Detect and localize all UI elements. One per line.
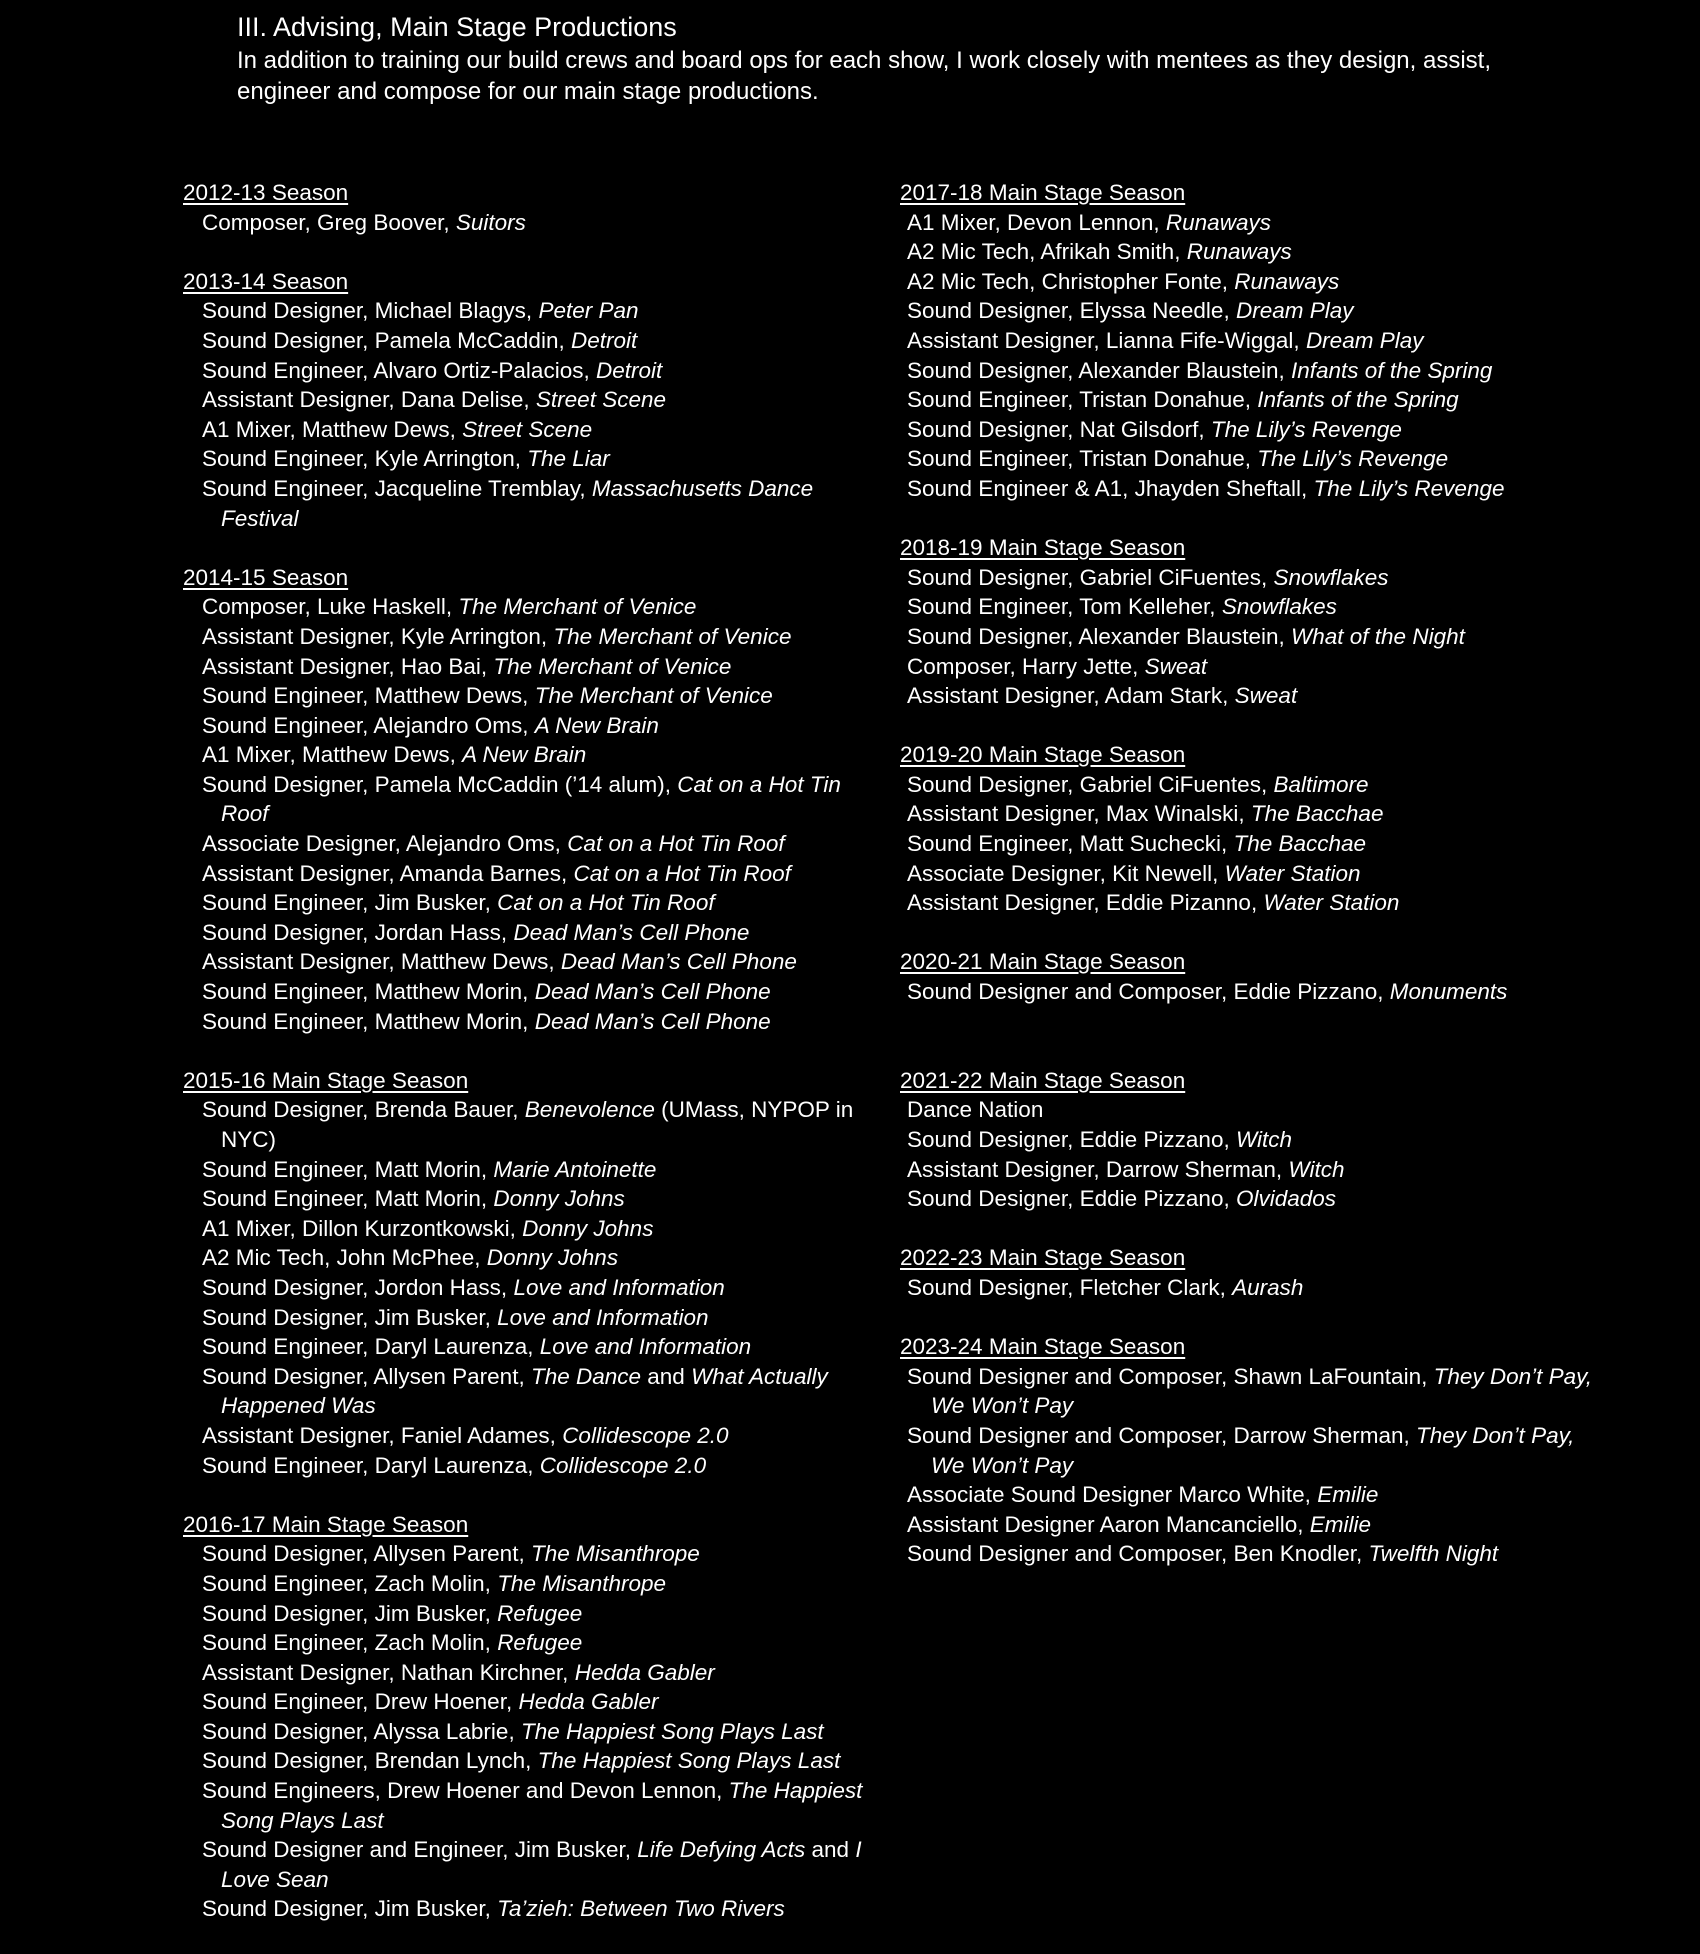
credit-role-name: Assistant Designer, Adam Stark, [907, 683, 1235, 709]
credit-role-name: Sound Engineer, Matt Suchecki, [907, 831, 1234, 857]
credit-role-name: Sound Designer, Jim Busker, [202, 1600, 498, 1626]
season-section [894, 1332, 1600, 1569]
credit-entry [183, 385, 863, 415]
credit-role-name: Assistant Designer, Hao Bai, [202, 653, 494, 679]
season-section [894, 178, 1600, 504]
credit-entry [183, 1599, 863, 1629]
credit-role-name: Sound Designer and Composer, Shawn LaFountain, [907, 1363, 1434, 1389]
credit-role-name: Sound Designer, Elyssa Needle, [907, 298, 1236, 324]
credit-role-name: Sound Engineer & A1, Jhayden Sheftall, [907, 475, 1314, 501]
production-title: The Misanthrope [530, 1541, 700, 1567]
credit-entry [183, 1717, 863, 1747]
credit-entry [894, 859, 1600, 889]
credit-role-name: Sound Engineer, Tristan Donahue, [907, 446, 1258, 472]
production-title: The Bacchae [1233, 831, 1367, 857]
credit-entry [183, 947, 863, 977]
production-title: Benevolence [524, 1097, 655, 1123]
credit-entry [183, 740, 863, 770]
credit-role-name: Composer, Greg Boover, [202, 209, 456, 235]
credit-entry [894, 1421, 1600, 1480]
credit-entry [183, 474, 863, 533]
credit-role-name: Sound Designer and Composer, Darrow Sherman, [907, 1422, 1417, 1448]
credit-entry [894, 1273, 1600, 1303]
credit-entry [894, 1539, 1600, 1569]
credit-entry [183, 977, 863, 1007]
credit-entry [183, 622, 863, 652]
credit-entry [183, 444, 863, 474]
credit-entry [183, 1894, 863, 1924]
credit-role-name: Sound Designer, Jordon Hass, [202, 1274, 514, 1300]
credit-role-name: Sound Engineer, Drew Hoener, [202, 1689, 519, 1715]
production-title: Runaways [1165, 209, 1271, 235]
season-section [894, 1243, 1600, 1302]
production-title: Cat on a Hot Tin Roof [573, 860, 791, 886]
credit-entry [183, 1303, 863, 1333]
production-title: Collidescope 2.0 [562, 1422, 729, 1448]
credit-role-name: Sound Engineer, Tristan Donahue, [907, 387, 1258, 413]
credit-entry [183, 888, 863, 918]
production-title: Dream Play [1305, 327, 1424, 353]
credit-entry [894, 799, 1600, 829]
right-column [894, 178, 1600, 1599]
credit-entry [183, 1095, 863, 1154]
production-title: Cat on a Hot Tin Roof [221, 771, 841, 827]
credit-role-name: Sound Engineer, Jacqueline Tremblay, [202, 475, 592, 501]
credit-role-name: Sound Designer, Alyssa Labrie, [202, 1718, 521, 1744]
credit-entry [183, 1569, 863, 1599]
credit-entry [894, 1095, 1600, 1125]
production-title: Olvidados [1235, 1186, 1337, 1212]
credit-role-name: A1 Mixer, Devon Lennon, [907, 209, 1166, 235]
production-title: Witch [1235, 1127, 1293, 1152]
spacer [894, 1007, 1600, 1037]
season-section [894, 533, 1600, 711]
production-title: Twelfth Night [1368, 1541, 1499, 1567]
credit-entry [183, 415, 863, 445]
production-title: Dead Man’s Cell Phone [534, 1008, 771, 1034]
credit-role-name: Sound Designer, Gabriel CiFuentes, [907, 564, 1274, 590]
credit-role-name: Sound Designer and Composer, Ben Knodler, [907, 1541, 1369, 1567]
production-title: Suitors [455, 209, 526, 235]
credit-entry [183, 1362, 863, 1421]
production-title: The Happiest Song Plays Last [221, 1778, 863, 1833]
credit-role-name: A2 Mic Tech, Christopher Fonte, [907, 268, 1235, 294]
credit-entry [894, 237, 1600, 267]
credit-entry [183, 859, 863, 889]
production-title: Sweat [1144, 653, 1208, 679]
production-title: They Don’t Pay, We Won’t Pay [931, 1363, 1592, 1419]
page-title: III. Advising, Main Stage Productions [237, 12, 677, 42]
credit-role-name: Assistant Designer, Nathan Kirchner, [202, 1659, 575, 1685]
production-title: Runaways [1234, 268, 1340, 294]
production-title: Love and Information [513, 1274, 725, 1300]
credit-role-name: Assistant Designer, Faniel Adames, [202, 1422, 563, 1448]
credit-entry [183, 681, 863, 711]
production-title: Donny Johns [522, 1215, 654, 1241]
production-title: Collidescope 2.0 [539, 1452, 707, 1478]
production-title: Cat on a Hot Tin Roof [497, 890, 715, 916]
production-title: They Don’t Pay, We Won’t Pay [931, 1422, 1575, 1478]
page-header [237, 10, 1557, 107]
credit-role-name: Sound Designer, Pamela McCaddin, [202, 327, 571, 353]
credit-role-name: Assistant Designer, Amanda Barnes, [202, 860, 574, 886]
credit-entry [894, 385, 1600, 415]
credit-note: and [805, 1837, 856, 1863]
credit-entry [183, 1184, 863, 1214]
season-heading: 2016-17 Main Stage Season [183, 1511, 469, 1537]
season-section [183, 1510, 863, 1924]
production-title: The Happiest Song Plays Last [520, 1718, 824, 1744]
credit-role-name: A1 Mixer, Matthew Dews, [202, 742, 463, 768]
production-title: The Lily’s Revenge [1210, 416, 1402, 442]
season-heading: 2019-20 Main Stage Season [900, 742, 1186, 768]
production-title: Snowflakes [1221, 594, 1337, 620]
credit-role-name: Sound Designer, Eddie Pizzano, [907, 1186, 1236, 1212]
credit-role-name: Associate Designer, Alejandro Oms, [202, 831, 568, 857]
production-title: Cat on a Hot Tin Roof [567, 831, 785, 857]
credit-entry [183, 592, 863, 622]
credit-role-name: Assistant Designer, Eddie Pizanno, [907, 890, 1264, 916]
season-section [894, 740, 1600, 918]
credit-role-name: Sound Designer, Michael Blagys, [202, 298, 539, 324]
production-title: The Merchant of Venice [534, 683, 773, 709]
credit-note: and [641, 1363, 692, 1389]
production-title: Aurash [1232, 1274, 1304, 1300]
credit-role-name: Dance Nation [907, 1097, 1044, 1123]
production-title: Dead Man’s Cell Phone [534, 979, 771, 1005]
credit-role-name: Sound Designer, Pamela McCaddin (’14 alum), [202, 771, 678, 797]
production-title: Snowflakes [1273, 564, 1389, 590]
credit-role-name: Sound Designer and Composer, Eddie Pizzano, [907, 979, 1390, 1005]
credit-role-name: Assistant Designer Aaron Mancanciello, [907, 1511, 1310, 1537]
credit-entry [183, 326, 863, 356]
production-title: Monuments [1389, 979, 1508, 1005]
credit-entry [894, 1362, 1600, 1421]
credit-entry [183, 1835, 863, 1894]
credit-entry [183, 356, 863, 386]
credit-entry [894, 1510, 1600, 1540]
season-heading: 2023-24 Main Stage Season [900, 1334, 1186, 1360]
credit-role-name: Sound Engineer, Alvaro Ortiz-Palacios, [202, 357, 596, 383]
credit-role-name: Sound Designer, Fletcher Clark, [907, 1274, 1233, 1300]
credit-role-name: Sound Designer, Alexander Blaustein, [907, 623, 1292, 649]
season-heading: 2018-19 Main Stage Season [900, 535, 1186, 561]
credit-role-name: Assistant Designer, Lianna Fife-Wiggal, [907, 327, 1306, 353]
season-section [183, 178, 863, 237]
credit-role-name: A2 Mic Tech, Afrikah Smith, [907, 239, 1187, 265]
season-section [183, 267, 863, 533]
credit-role-name: A1 Mixer, Dillon Kurzontkowski, [202, 1215, 523, 1241]
credit-role-name: Sound Designer, Jordan Hass, [202, 919, 514, 945]
credit-role-name: Sound Engineer, Matthew Morin, [202, 979, 535, 1005]
production-title: Massachusetts Dance Festival [221, 475, 814, 531]
production-title: The Misanthrope [497, 1570, 667, 1596]
credit-role-name: Composer, Harry Jette, [907, 653, 1145, 679]
credit-entry [894, 652, 1600, 682]
credit-entry [183, 296, 863, 326]
production-title: A New Brain [462, 742, 587, 768]
credit-role-name: Assistant Designer, Matthew Dews, [202, 949, 561, 975]
credit-role-name: Assistant Designer, Kyle Arrington, [202, 623, 554, 649]
credit-entry [894, 296, 1600, 326]
credit-entry [183, 1451, 863, 1481]
credit-entry [183, 652, 863, 682]
production-title: Hedda Gabler [518, 1689, 659, 1715]
production-title: Water Station [1263, 890, 1400, 916]
credit-entry [894, 1125, 1600, 1155]
production-title: Marie Antoinette [493, 1156, 657, 1182]
credit-role-name: Sound Designer, Jim Busker, [202, 1896, 498, 1922]
production-title: The Lily’s Revenge [1313, 475, 1505, 501]
credit-entry [183, 208, 863, 238]
credit-entry [183, 1273, 863, 1303]
production-title: Baltimore [1273, 771, 1369, 797]
credit-entry [894, 563, 1600, 593]
credit-role-name: A2 Mic Tech, John McPhee, [202, 1245, 487, 1271]
credit-entry [894, 592, 1600, 622]
production-title: The Happiest Song Plays Last [537, 1748, 841, 1774]
credit-role-name: Sound Designer, Brendan Lynch, [202, 1748, 538, 1774]
credit-entry [183, 1658, 863, 1688]
credit-role-name: Sound Engineer, Tom Kelleher, [907, 594, 1222, 620]
production-title: Emilie [1317, 1482, 1379, 1508]
production-title: Donny Johns [493, 1186, 625, 1212]
production-title: Infants of the Spring [1257, 387, 1459, 413]
credit-role-name: Sound Designer, Allysen Parent, [202, 1363, 531, 1389]
production-title: Hedda Gabler [574, 1659, 715, 1685]
production-title: Dead Man’s Cell Phone [513, 919, 750, 945]
season-heading: 2022-23 Main Stage Season [900, 1245, 1186, 1271]
credit-entry [894, 267, 1600, 297]
production-title: The Merchant of Venice [553, 623, 792, 649]
credit-role-name: Sound Designer, Nat Gilsdorf, [907, 416, 1211, 442]
credit-role-name: Associate Designer, Kit Newell, [907, 860, 1225, 886]
credit-role-name: Sound Engineer, Matt Morin, [202, 1156, 494, 1182]
production-title: Ta’zieh: Between Two Rivers [497, 1896, 785, 1922]
season-section [183, 1066, 863, 1480]
credit-role-name: A1 Mixer, Matthew Dews, [202, 416, 463, 442]
credit-entry [183, 711, 863, 741]
season-heading: 2017-18 Main Stage Season [900, 180, 1186, 205]
credit-entry [894, 1155, 1600, 1185]
credit-role-name: Sound Designer, Alexander Blaustein, [907, 357, 1292, 383]
credit-entry [894, 415, 1600, 445]
credit-role-name: Sound Engineer, Kyle Arrington, [202, 446, 528, 472]
season-heading: 2021-22 Main Stage Season [900, 1067, 1186, 1093]
credit-entry [183, 1214, 863, 1244]
credit-role-name: Sound Engineer, Zach Molin, [202, 1630, 498, 1656]
production-title: Life Defying Acts [637, 1837, 806, 1863]
credit-entry [894, 977, 1600, 1007]
credit-entry [183, 918, 863, 948]
credit-entry [894, 622, 1600, 652]
credit-entry [894, 770, 1600, 800]
credit-entry [894, 208, 1600, 238]
credit-role-name: Sound Engineer, Zach Molin, [202, 1570, 498, 1596]
credit-role-name: Assistant Designer, Max Winalski, [907, 801, 1251, 827]
credit-entry [183, 1243, 863, 1273]
production-title: The Liar [527, 446, 610, 472]
credit-entry [183, 1746, 863, 1776]
production-title: Runaways [1186, 239, 1292, 265]
credit-entry [894, 474, 1600, 504]
credit-entry [894, 1184, 1600, 1214]
credit-entry [894, 829, 1600, 859]
credit-role-name: Sound Designer, Eddie Pizzano, [907, 1127, 1236, 1152]
intro-paragraph: In addition to training our build crews and board ops for each show, I work closely with mentees as they design, assist, engineer and compose for our main stage productions. [237, 47, 1491, 105]
production-title: The Lily’s Revenge [1257, 446, 1449, 472]
production-title: Refugee [497, 1630, 583, 1656]
credit-role-name: Assistant Designer, Dana Delise, [202, 387, 536, 413]
credit-entry [894, 444, 1600, 474]
production-title: The Bacchae [1250, 801, 1384, 827]
credit-entry [183, 1007, 863, 1037]
production-title: Emilie [1309, 1511, 1371, 1537]
production-title: Peter Pan [538, 298, 639, 324]
production-title: Sweat [1234, 683, 1298, 709]
credit-entry [183, 1421, 863, 1451]
production-title: A New Brain [534, 712, 659, 738]
credit-role-name: Sound Engineer, Alejandro Oms, [202, 712, 535, 738]
credit-entry [183, 1687, 863, 1717]
season-section [894, 1066, 1600, 1214]
production-title: The Merchant of Venice [458, 594, 697, 620]
credit-entry [183, 1628, 863, 1658]
credit-entry [183, 829, 863, 859]
credit-role-name: Sound Designer, Brenda Bauer, [202, 1097, 525, 1123]
credit-role-name: Sound Engineer, Daryl Laurenza, [202, 1334, 540, 1360]
credit-entry [183, 1155, 863, 1185]
production-title: What of the Night [1291, 623, 1465, 649]
production-title: Street Scene [462, 416, 593, 442]
production-title: Refugee [497, 1600, 583, 1626]
production-title: Love and Information [539, 1334, 752, 1360]
production-title: Dead Man’s Cell Phone [560, 949, 797, 975]
season-section [894, 947, 1600, 1036]
credit-entry [183, 1332, 863, 1362]
credit-entry [894, 888, 1600, 918]
credit-note: (UMass, NYPOP in NYC) [221, 1097, 854, 1152]
credit-role-name: Sound Engineers, Drew Hoener and Devon Lennon, [202, 1778, 729, 1804]
season-heading: 2013-14 Season [183, 268, 349, 294]
production-title: Infants of the Spring [1291, 357, 1493, 383]
credit-entry [894, 326, 1600, 356]
production-title: What Actually Happened Was [221, 1363, 828, 1419]
production-title: Dream Play [1235, 298, 1354, 324]
credit-role-name: Sound Engineer, Matthew Morin, [202, 1008, 535, 1034]
season-heading: 2020-21 Main Stage Season [900, 949, 1186, 975]
production-title: The Merchant of Venice [493, 653, 732, 679]
production-title: Love and Information [497, 1304, 709, 1330]
left-column [183, 178, 863, 1954]
season-section [183, 563, 863, 1037]
credit-role-name: Sound Designer, Gabriel CiFuentes, [907, 771, 1274, 797]
season-heading: 2012-13 Season [183, 180, 349, 205]
credit-role-name: Assistant Designer, Darrow Sherman, [907, 1156, 1289, 1182]
credit-role-name: Sound Engineer, Matthew Dews, [202, 683, 535, 709]
production-title: I Love Sean [221, 1837, 862, 1892]
credit-role-name: Sound Designer and Engineer, Jim Busker, [202, 1837, 638, 1863]
credit-entry [183, 1776, 863, 1835]
credit-role-name: Sound Engineer, Matt Morin, [202, 1186, 494, 1212]
production-title: The Dance [530, 1363, 642, 1389]
production-title: Donny Johns [486, 1245, 619, 1271]
production-title: Water Station [1224, 860, 1361, 886]
production-title: Detroit [570, 327, 638, 353]
credit-role-name: Associate Sound Designer Marco White, [907, 1482, 1318, 1508]
production-title: Witch [1288, 1156, 1345, 1182]
credit-entry [183, 1539, 863, 1569]
credit-entry [894, 356, 1600, 386]
season-heading: 2014-15 Season [183, 564, 349, 590]
production-title: Detroit [595, 357, 663, 383]
credit-entry [894, 1480, 1600, 1510]
season-heading: 2015-16 Main Stage Season [183, 1067, 469, 1093]
credit-role-name: Composer, Luke Haskell, [202, 594, 459, 620]
credit-role-name: Sound Engineer, Daryl Laurenza, [202, 1452, 540, 1478]
credit-role-name: Sound Designer, Allysen Parent, [202, 1541, 531, 1567]
production-title: Street Scene [535, 387, 666, 413]
credit-entry [894, 681, 1600, 711]
credit-entry [183, 770, 863, 829]
credit-role-name: Sound Designer, Jim Busker, [202, 1304, 498, 1330]
credit-role-name: Sound Engineer, Jim Busker, [202, 890, 498, 916]
